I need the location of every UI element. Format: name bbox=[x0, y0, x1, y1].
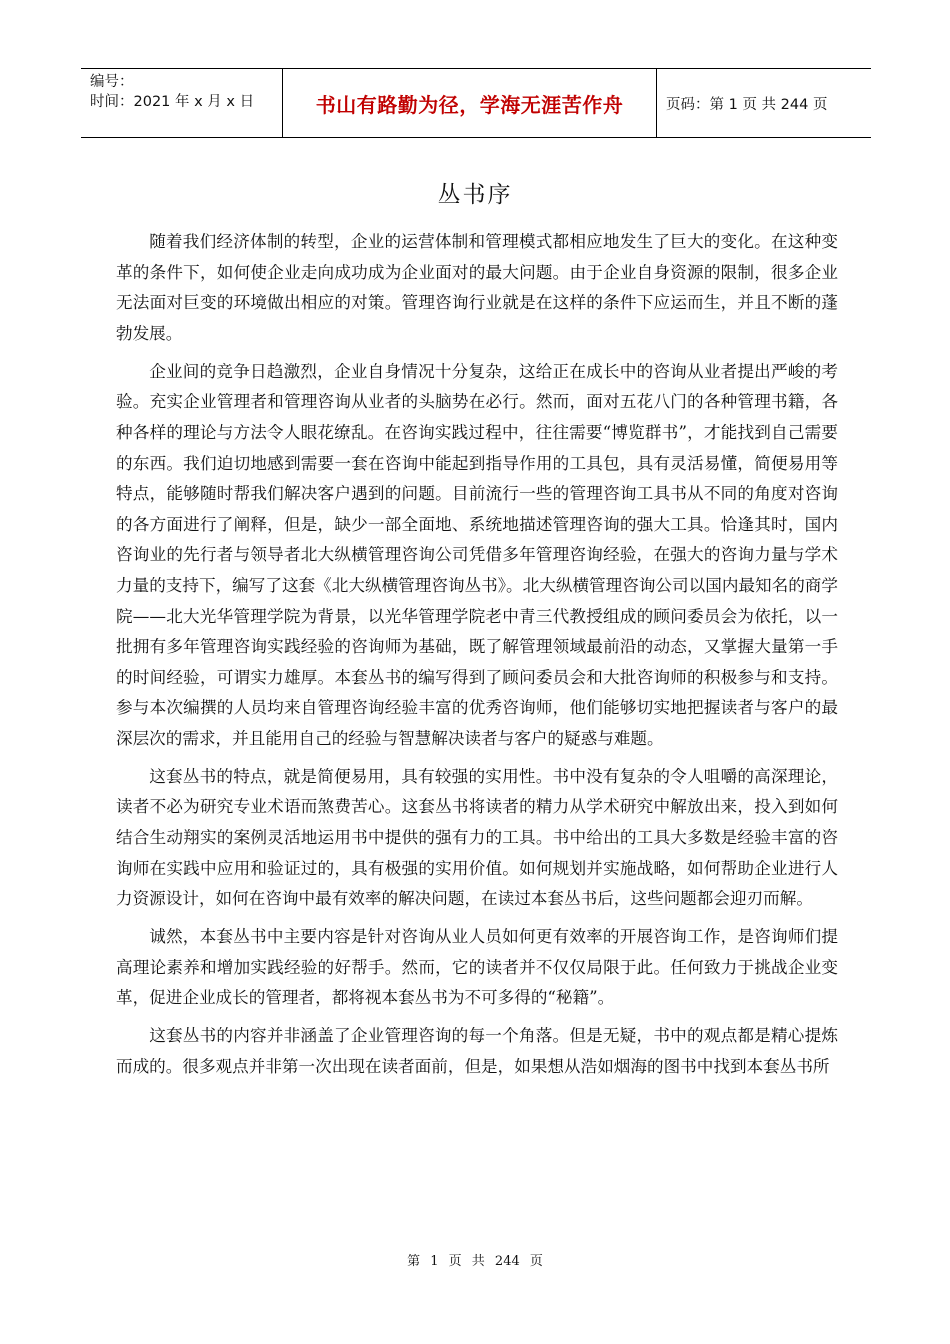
body-text bbox=[116, 227, 838, 1090]
date-label: 时间：2021 年 x 月 x 日 bbox=[90, 94, 255, 110]
header-meta-cell bbox=[81, 69, 282, 137]
header-motto-cell bbox=[282, 69, 657, 137]
page-title: 丛书序 bbox=[437, 182, 513, 208]
page-label: 页码：第 1 页 共 244 页 bbox=[666, 96, 828, 113]
number-label: 编号： bbox=[90, 74, 134, 90]
paragraph: 这套丛书的内容并非涵盖了企业管理咨询的每一个角落。但是无疑，书中的观点都是精心提炼而成的。很多观点并非第一次出现在读者面前，但是，如果想从浩如烟海的图书中找到本套丛书所 bbox=[116, 1026, 838, 1076]
motto: 书山有路勤为径，学海无涯苦作舟 bbox=[315, 92, 624, 117]
paragraph: 诚然，本套丛书中主要内容是针对咨询从业人员如何更有效率的开展咨询工作，是咨询师们提高理论素养和增加实践经验的好帮手。然而，它的读者并不仅仅局限于此。任何致力于挑战企业变革，促进企业成长的管理者，都将视本套丛书为不可多得的“秘籍”。 bbox=[116, 927, 838, 1008]
paragraph: 企业间的竞争日趋激烈，企业自身情况十分复杂，这给正在成长中的咨询从业者提出严峻的考验。充实企业管理者和管理咨询从业者的头脑势在必行。然而，面对五花八门的各种管理书籍，各种各样的理论与方法令人眼花缭乱。在咨询实践过程中，往往需要“博览群书”，才能找到自己需要的东西。我们迫切地感到需要一套在咨询中能起到指导作用的工具包，具有灵活易懂，简便易用等特点，能够随时帮我们解决客户遇到的问题。目前流行一些的管理咨询工具书从不同的角度对咨询的各方面进行了阐释，但是，缺少一部全面地、系统地描述管理咨询的强大工具。恰逢其时，国内咨询业的先行者与领导者北大纵横管理咨询公司凭借多年管理咨询经验，在强大的咨询力量与学术力量的支持下，编写了这套《北大纵横管理咨询丛书》。北大纵横管理咨询公司以国内最知名的商学院——北大光华管理学院为背景，以光华管理学院老中青三代教授组成的顾问委员会为依托，以一批拥有多年管理咨询实践经验的咨询师为基础，既了解管理领域最前沿的动态，又掌握大量第一手的时间经验，可谓实力雄厚。本套丛书的编写得到了顾问委员会和大批咨询师的积极参与和支持。参与本次编撰的人员均来自管理咨询经验丰富的优秀咨询师，他们能够切实地把握读者与客户的最深层次的需求，并且能用自己的经验与智慧解决读者与客户的疑惑与难题。 bbox=[116, 361, 838, 748]
header-page-cell bbox=[657, 69, 871, 137]
paragraph: 随着我们经济体制的转型，企业的运营体制和管理模式都相应地发生了巨大的变化。在这种变革的条件下，如何使企业走向成功成为企业面对的最大问题。由于企业自身资源的限制，很多企业无法面对巨变的环境做出相应的对策。管理咨询行业就是在这样的条件下应运而生，并且不断的蓬勃发展。 bbox=[116, 232, 838, 343]
page-footer: 第 1 页 共 244 页 bbox=[407, 1254, 543, 1269]
paragraph: 这套丛书的特点，就是简便易用，具有较强的实用性。书中没有复杂的令人咀嚼的高深理论，读者不必为研究专业术语而煞费苦心。这套丛书将读者的精力从学术研究中解放出来，投入到如何结合生动翔实的案例灵活地运用书中提供的强有力的工具。书中给出的工具大多数是经验丰富的咨询师在实践中应用和验证过的，具有极强的实用价值。如何规划并实施战略，如何帮助企业进行人力资源设计，如何在咨询中最有效率的解决问题，在读过本套丛书后，这些问题都会迎刃而解。 bbox=[116, 766, 838, 909]
header-table bbox=[81, 68, 871, 138]
